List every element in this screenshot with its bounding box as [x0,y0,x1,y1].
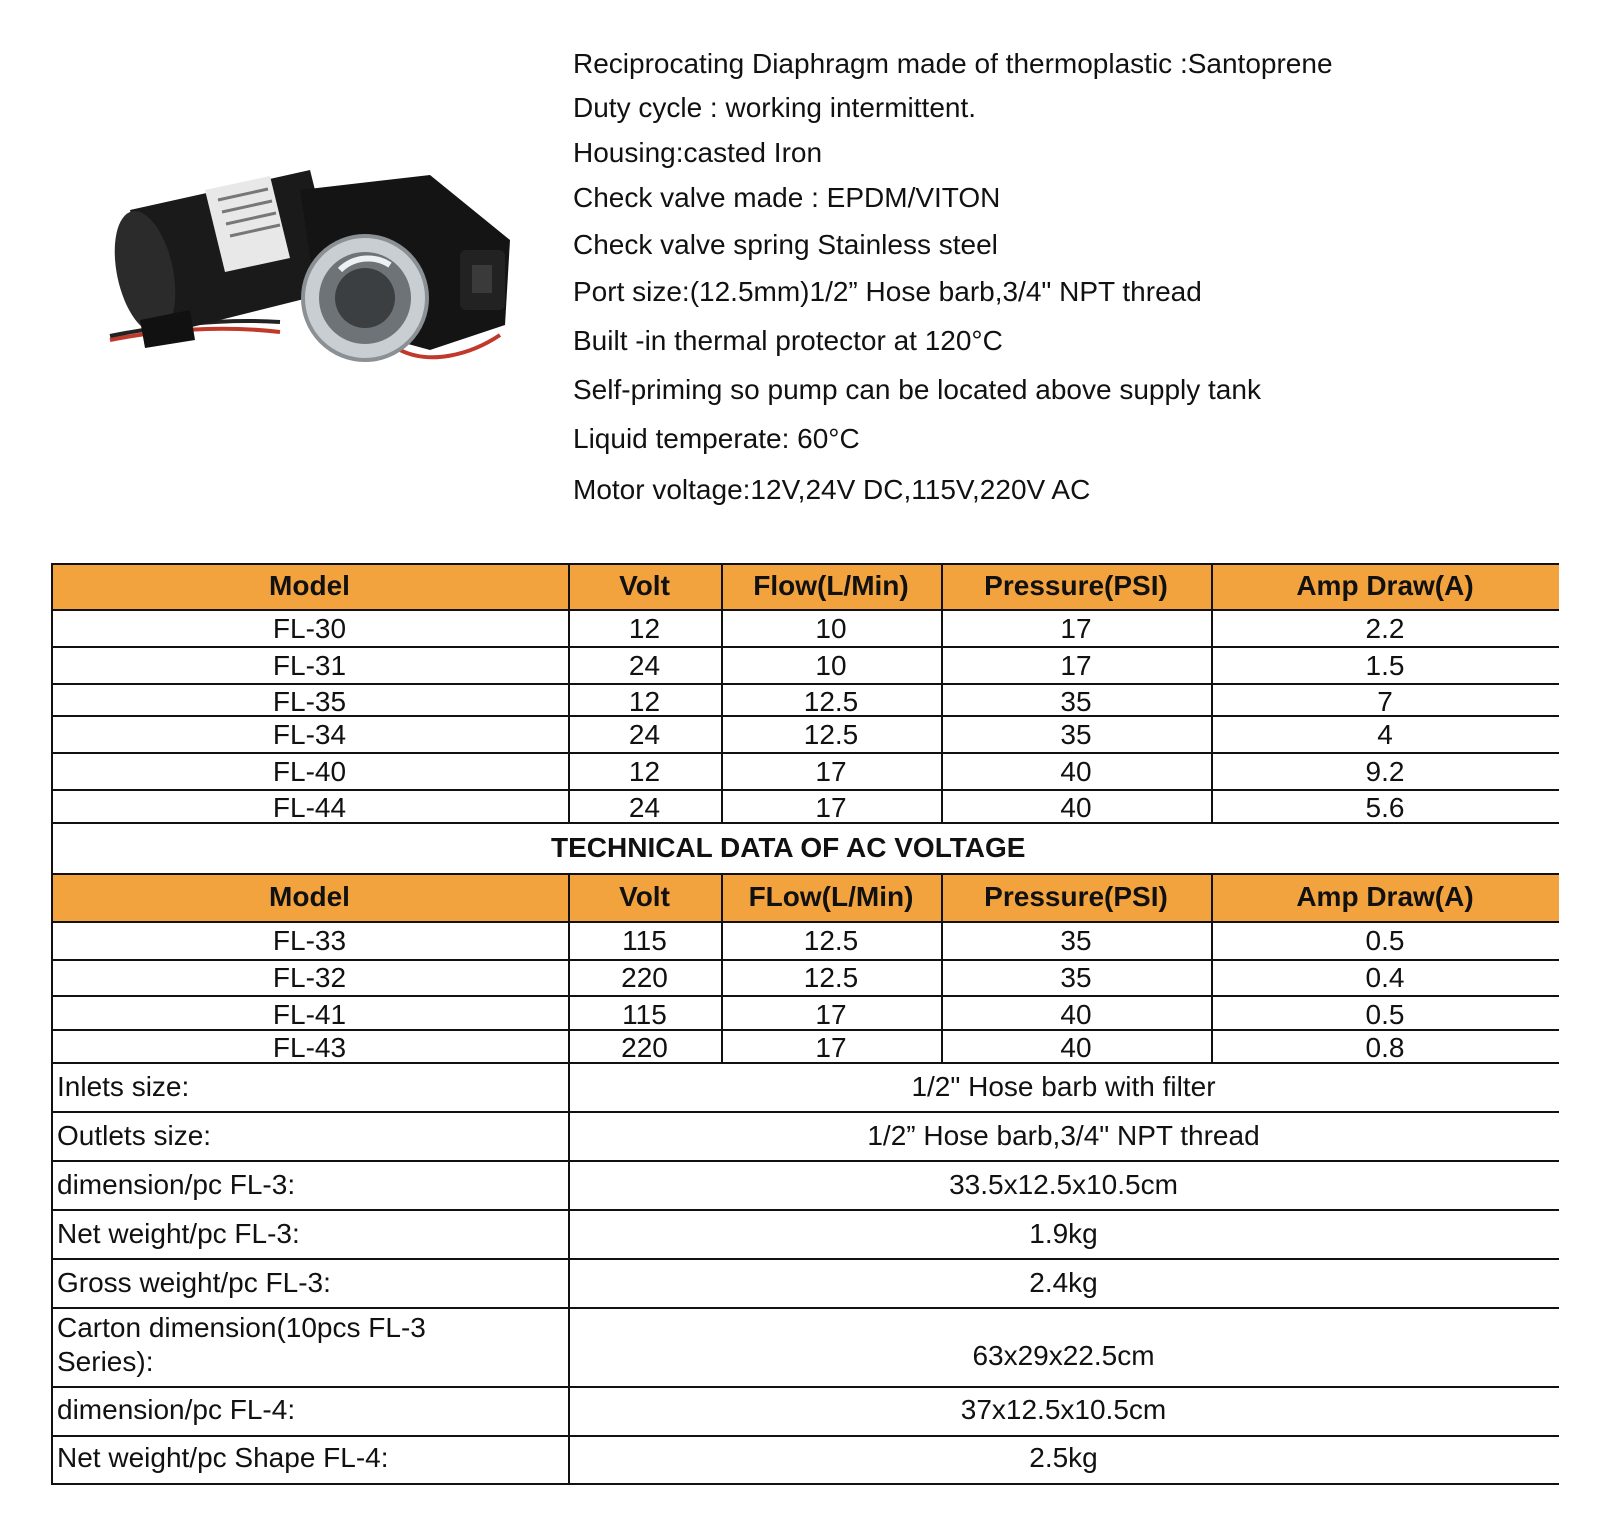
ac-header-pressure: Pressure(PSI) [984,881,1168,912]
dc-cell-volt: 24 [628,719,661,750]
detail-label: Gross weight/pc FL-3: [57,1267,331,1298]
dc-cell-volt: 24 [628,650,661,681]
dc-cell-model: FL-35 [272,686,347,717]
ac-section-title: TECHNICAL DATA OF AC VOLTAGE [551,832,1026,863]
detail-label: Inlets size: [57,1071,190,1102]
dc-cell-flow: 17 [815,756,847,787]
ac-cell-amp: 0.5 [1365,999,1405,1030]
ac-cell-pressure: 40 [1060,1032,1092,1063]
spec-line: Built -in thermal protector at 120°C [573,325,1003,356]
dc-cell-pressure: 40 [1060,792,1092,823]
dc-cell-model: FL-34 [272,719,347,750]
dc-cell-flow: 10 [815,613,847,644]
dc-cell-amp: 4 [1377,719,1393,750]
ac-cell-pressure: 35 [1060,962,1092,993]
ac-cell-flow: 17 [815,999,847,1030]
dc-cell-volt: 12 [628,686,661,717]
technical-data-table [51,563,1559,1485]
dc-cell-model: FL-31 [272,650,347,681]
ac-cell-model: FL-41 [272,999,347,1030]
detail-value: 1/2" Hose barb with filter [911,1071,1216,1102]
dc-header-model: Model [269,570,350,601]
dc-cell-model: FL-44 [272,792,347,823]
detail-value: 33.5x12.5x10.5cm [949,1169,1178,1200]
spec-line: Reciprocating Diaphragm made of thermoplastic :Santoprene [573,48,1333,79]
spec-line: Check valve made : EPDM/VITON [573,182,1001,213]
ac-cell-amp: 0.4 [1365,962,1405,993]
ac-header-amp: Amp Draw(A) [1296,881,1474,912]
spec-line: Port size:(12.5mm)1/2” Hose barb,3/4" NPT thread [573,276,1202,307]
dc-cell-flow: 17 [815,792,847,823]
ac-cell-model: FL-33 [272,925,347,956]
dc-cell-volt: 12 [628,756,661,787]
dc-cell-model: FL-30 [272,613,347,644]
detail-label: Net weight/pc Shape FL-4: [57,1442,389,1473]
spec-line: Motor voltage:12V,24V DC,115V,220V AC [573,474,1091,505]
detail-label: Net weight/pc FL-3: [57,1218,300,1249]
ac-cell-volt: 220 [621,962,668,993]
detail-value: 63x29x22.5cm [972,1340,1155,1371]
ac-cell-pressure: 35 [1060,925,1092,956]
ac-cell-volt: 115 [622,925,667,956]
dc-cell-pressure: 35 [1060,686,1092,717]
dc-cell-volt: 12 [628,613,661,644]
detail-label: Outlets size: [57,1120,212,1151]
ac-cell-flow: 12.5 [803,962,859,993]
dc-cell-amp: 5.6 [1365,792,1405,823]
dc-cell-amp: 2.2 [1365,613,1405,644]
dc-cell-pressure: 17 [1060,613,1092,644]
detail-value: 2.4kg [1029,1267,1098,1298]
dc-cell-pressure: 17 [1060,650,1092,681]
detail-label: dimension/pc FL-4: [57,1394,296,1425]
dc-cell-flow: 12.5 [803,719,859,750]
spec-line: Duty cycle : working intermittent. [573,92,977,123]
dc-cell-amp: 1.5 [1365,650,1405,681]
ac-cell-flow: 17 [815,1032,847,1063]
detail-value: 1/2” Hose barb,3/4" NPT thread [867,1120,1260,1151]
spec-line: Self-priming so pump can be located above supply tank [573,374,1261,405]
ac-header-volt: Volt [619,881,670,912]
detail-label: Carton dimension(10pcs FL-3 Series): [57,1312,426,1377]
ac-cell-flow: 12.5 [803,925,859,956]
dc-cell-volt: 24 [628,792,661,823]
dc-cell-flow: 10 [815,650,847,681]
dc-cell-pressure: 40 [1060,756,1092,787]
detail-value: 37x12.5x10.5cm [960,1394,1167,1425]
ac-cell-volt: 115 [622,999,667,1030]
ac-cell-amp: 0.8 [1365,1032,1405,1063]
detail-value: 1.9kg [1029,1218,1098,1249]
dc-header-pressure: Pressure(PSI) [984,570,1168,601]
ac-header-flow: FLow(L/Min) [748,881,914,912]
dc-header-volt: Volt [619,570,670,601]
dc-header-amp: Amp Draw(A) [1296,570,1474,601]
dc-header-flow: Flow(L/Min) [753,570,909,601]
dc-cell-flow: 12.5 [803,686,859,717]
dc-cell-amp: 9.2 [1365,756,1405,787]
ac-cell-model: FL-43 [272,1032,347,1063]
dc-cell-amp: 7 [1377,686,1393,717]
spec-line: Check valve spring Stainless steel [573,229,998,260]
ac-cell-amp: 0.5 [1365,925,1405,956]
detail-value: 2.5kg [1029,1442,1098,1473]
dc-cell-model: FL-40 [272,756,347,787]
spec-line: Housing:casted Iron [573,137,823,168]
dc-cell-pressure: 35 [1060,719,1092,750]
pump-product-image [100,150,530,400]
detail-label: dimension/pc FL-3: [57,1169,296,1200]
ac-header-model: Model [269,881,350,912]
ac-cell-volt: 220 [621,1032,668,1063]
spec-line: Liquid temperate: 60°C [573,423,860,454]
ac-cell-pressure: 40 [1060,999,1092,1030]
ac-cell-model: FL-32 [272,962,347,993]
